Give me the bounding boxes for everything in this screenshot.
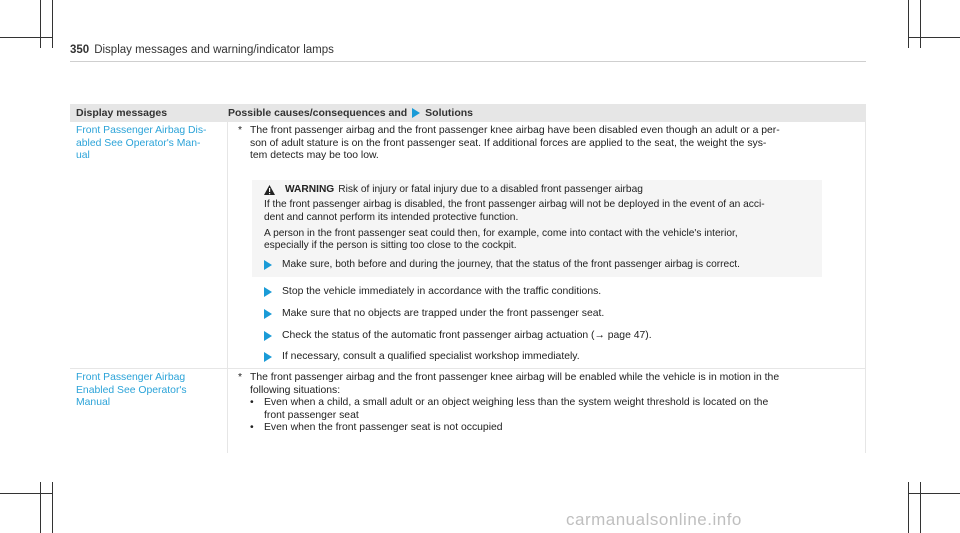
warning-triangle-icon — [264, 185, 275, 195]
page-number: 350 — [70, 44, 90, 56]
solution-step: Check the status of the automatic front passenger airbag actuation (→ page 47). — [264, 330, 857, 343]
display-message — [70, 369, 228, 453]
cause-paragraph — [238, 372, 857, 397]
solution-steps — [264, 286, 857, 363]
crop-mark — [52, 482, 53, 533]
crop-mark — [0, 493, 52, 494]
crop-mark — [908, 37, 960, 38]
situation-list — [250, 397, 857, 435]
solutions-label: Solutions — [425, 106, 474, 119]
crop-mark — [0, 37, 52, 38]
cause-cell — [228, 369, 866, 453]
asterisk-marker: * — [238, 372, 243, 383]
message-line: abled See Operator's Man- — [76, 137, 201, 149]
cause-line: The front passenger airbag and the front passenger knee airbag will be enabled while the vehicle is in motion in the — [250, 372, 780, 383]
table-row — [70, 369, 866, 453]
bullet-icon: • — [250, 422, 254, 434]
crop-mark — [908, 0, 909, 48]
cause-paragraph — [238, 125, 857, 163]
causes-label: Possible causes/consequences and — [228, 106, 408, 119]
display-message — [70, 122, 228, 368]
cause-line: following situations: — [250, 384, 341, 396]
warning-paragraph: A person in the front passenger seat could then, for example, come into contact with the vehicle's interior, especially if the person is sitting too close to the cockpit. — [264, 227, 738, 252]
step-arrow-icon — [264, 260, 272, 270]
message-line: Front Passenger Airbag — [76, 372, 186, 383]
cause-cell — [228, 122, 866, 368]
solution-arrow-icon — [412, 108, 420, 118]
bullet-icon: • — [250, 397, 254, 409]
step-arrow-icon — [264, 309, 272, 319]
warning-paragraph: If the front passenger airbag is disabled, the front passenger airbag will not be deployed in the event of an acci- dent and cannot perform its intended protective function. — [264, 199, 765, 223]
message-line: Manual — [76, 397, 111, 409]
crop-mark — [920, 0, 921, 48]
solution-step: Make sure that no objects are trapped under the front passenger seat. — [264, 308, 857, 321]
warning-step: Make sure, both before and during the journey, that the status of the front passenger airbag is correct. — [264, 259, 822, 272]
crop-mark — [52, 0, 53, 48]
crop-mark — [908, 482, 909, 533]
cause-line: The front passenger airbag and the front passenger knee airbag have been disabled even though an adult or a per- — [250, 125, 780, 136]
warning-body — [252, 196, 822, 271]
message-line: Front Passenger Airbag Dis- — [76, 125, 207, 136]
crop-mark — [40, 482, 41, 533]
page-title: Display messages and warning/indicator lamps — [94, 44, 334, 56]
cause-line: tem detects may be too low. — [250, 150, 379, 162]
column-header-causes — [228, 107, 866, 120]
warning-title: Risk of injury or fatal injury due to a disabled front passenger airbag — [338, 183, 643, 195]
step-arrow-icon — [264, 331, 272, 341]
list-item: • Even when a child, a small adult or an object weighing less than the system weight threshold is located on the front passenger seat — [250, 397, 769, 421]
message-line: Enabled See Operator's — [76, 384, 187, 396]
warning-label: WARNING — [285, 183, 335, 195]
solution-step: If necessary, consult a qualified specialist workshop immediately. — [264, 351, 857, 364]
solution-step: Stop the vehicle immediately in accordance with the traffic conditions. — [264, 286, 857, 299]
message-line: ual — [76, 150, 90, 162]
watermark: carmanualsonline.info — [566, 510, 742, 529]
step-arrow-icon — [264, 287, 272, 297]
list-item: • Even when the front passenger seat is not occupied — [250, 422, 503, 434]
crop-mark — [908, 493, 960, 494]
cause-line: son of adult stature is on the front passenger seat. If additional forces are applied to the seat, the weight the sys- — [250, 137, 767, 149]
crop-mark — [920, 482, 921, 533]
page-header — [70, 44, 334, 56]
step-arrow-icon — [264, 352, 272, 362]
column-header-messages: Display messages — [76, 106, 168, 119]
asterisk-marker: * — [238, 125, 243, 136]
table-row — [70, 122, 866, 369]
warning-box — [252, 180, 822, 278]
warning-header — [252, 184, 822, 197]
display-messages-table — [70, 104, 866, 453]
crop-mark — [40, 0, 41, 48]
header-rule — [70, 61, 866, 62]
table-header — [70, 104, 866, 122]
